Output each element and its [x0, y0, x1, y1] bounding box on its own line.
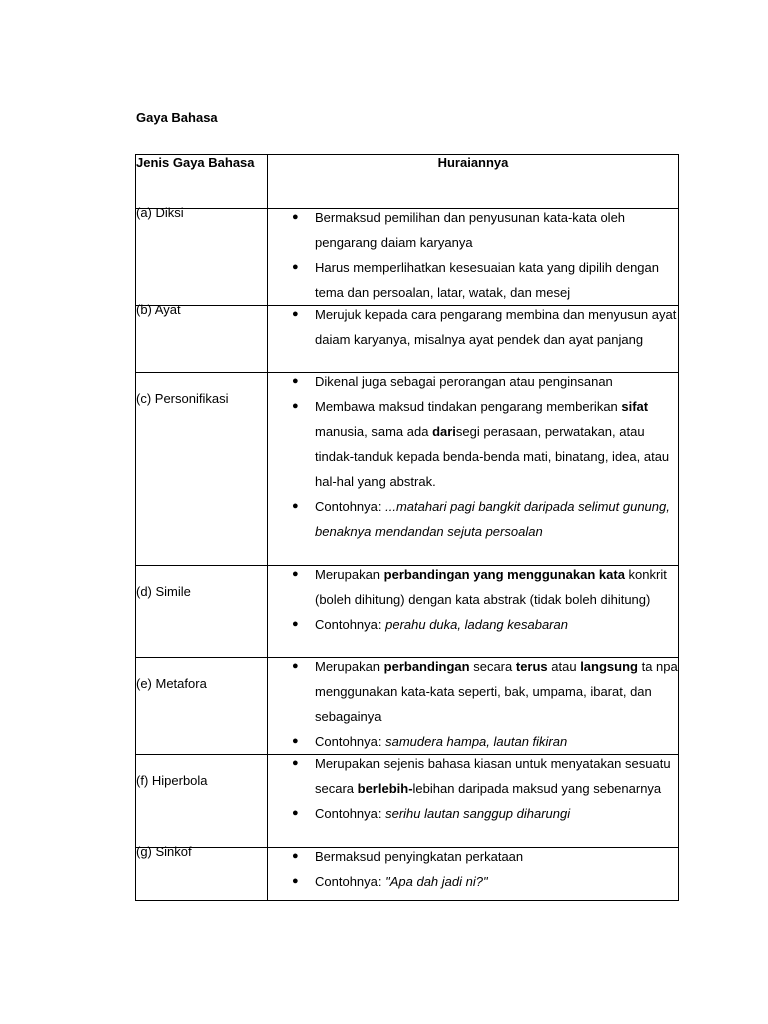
bullet-dot-icon: ● [292, 500, 299, 512]
row-label-sinkof: (g) Sinkof [136, 848, 268, 901]
row-description [268, 566, 679, 658]
list-item: ● Contohnya: serihu lautan sanggup diharungi [268, 801, 678, 826]
row-label-personifikasi: (c) Personifikasi [136, 373, 268, 566]
list-item: ● Contohnya: ...matahari pagi bangkit daripada selimut gunung, benaknya mendandan sejuta persoalan [268, 494, 678, 544]
list-item: ● Merupakan perbandingan secara terus atau langsung ta npa menggunakan kata-kata seperti, bak, umpama, ibarat, dan sebagainya [268, 654, 678, 729]
list-item: ● Merupakan sejenis bahasa kiasan untuk menyatakan sesuatu secara berlebih-lebihan daripada maksud yang sebenarnya [268, 751, 678, 801]
list-item: ● Membawa maksud tindakan pengarang memberikan sifat manusia, sama ada darisegi perasaan, perwatakan, atau tindak-tanduk kepada benda-benda mati, binatang, idea, atau hal-hal yang abstrak. [268, 394, 678, 494]
list-item: ● Harus memperlihatkan kesesuaian kata yang dipilih dengan tema dan persoalan, latar, watak, dan mesej [268, 255, 678, 305]
bullet-dot-icon: ● [292, 618, 299, 630]
table-row [136, 848, 679, 901]
table-row [136, 209, 679, 306]
table-row [136, 755, 679, 848]
list-item: ● Bermaksud pemilihan dan penyusunan kata-kata oleh pengarang daiam karyanya [268, 205, 678, 255]
bullet-dot-icon: ● [292, 375, 299, 387]
list-item: ● Contohnya: samudera hampa, lautan fikiran [268, 729, 678, 754]
row-description [268, 658, 679, 755]
table-row [136, 658, 679, 755]
list-item: ● Dikenal juga sebagai perorangan atau penginsanan [268, 369, 678, 394]
bullet-dot-icon: ● [292, 400, 299, 412]
list-item: ● Contohnya: perahu duka, ladang kesabaran [268, 612, 678, 637]
bullet-dot-icon: ● [292, 568, 299, 580]
list-item: ● Merupakan perbandingan yang menggunakan kata konkrit (boleh dihitung) dengan kata abstrak (tidak boleh dihitung) [268, 562, 678, 612]
row-description [268, 755, 679, 848]
bullet-dot-icon: ● [292, 261, 299, 273]
bullet-dot-icon: ● [292, 850, 299, 862]
gaya-bahasa-table [135, 154, 679, 901]
row-description [268, 306, 679, 373]
table-row [136, 566, 679, 658]
row-description [268, 373, 679, 566]
page-title: Gaya Bahasa [136, 110, 218, 125]
table-row [136, 306, 679, 373]
row-description [268, 848, 679, 901]
table-header-row [136, 155, 679, 209]
bullet-dot-icon: ● [292, 660, 299, 672]
table-row [136, 373, 679, 566]
list-item: ● Merujuk kepada cara pengarang membina dan menyusun ayat daiam karyanya, misalnya ayat pendek dan ayat panjang [268, 302, 678, 352]
list-item: ● Contohnya: "Apa dah jadi ni?" [268, 869, 678, 894]
row-label-hiperbola: (f) Hiperbola [136, 755, 268, 848]
bullet-dot-icon: ● [292, 308, 299, 320]
column-header-huraian: Huraiannya [268, 155, 679, 209]
row-label-diksi: (a) Diksi [136, 209, 268, 306]
bullet-dot-icon: ● [292, 807, 299, 819]
row-label-metafora: (e) Metafora [136, 658, 268, 755]
list-item: ● Bermaksud penyingkatan perkataan [268, 844, 678, 869]
bullet-dot-icon: ● [292, 211, 299, 223]
bullet-dot-icon: ● [292, 757, 299, 769]
row-label-ayat: (b) Ayat [136, 306, 268, 373]
column-header-jenis: Jenis Gaya Bahasa [136, 155, 268, 209]
bullet-dot-icon: ● [292, 875, 299, 887]
row-label-simile: (d) Simile [136, 566, 268, 658]
bullet-dot-icon: ● [292, 735, 299, 747]
row-description [268, 209, 679, 306]
